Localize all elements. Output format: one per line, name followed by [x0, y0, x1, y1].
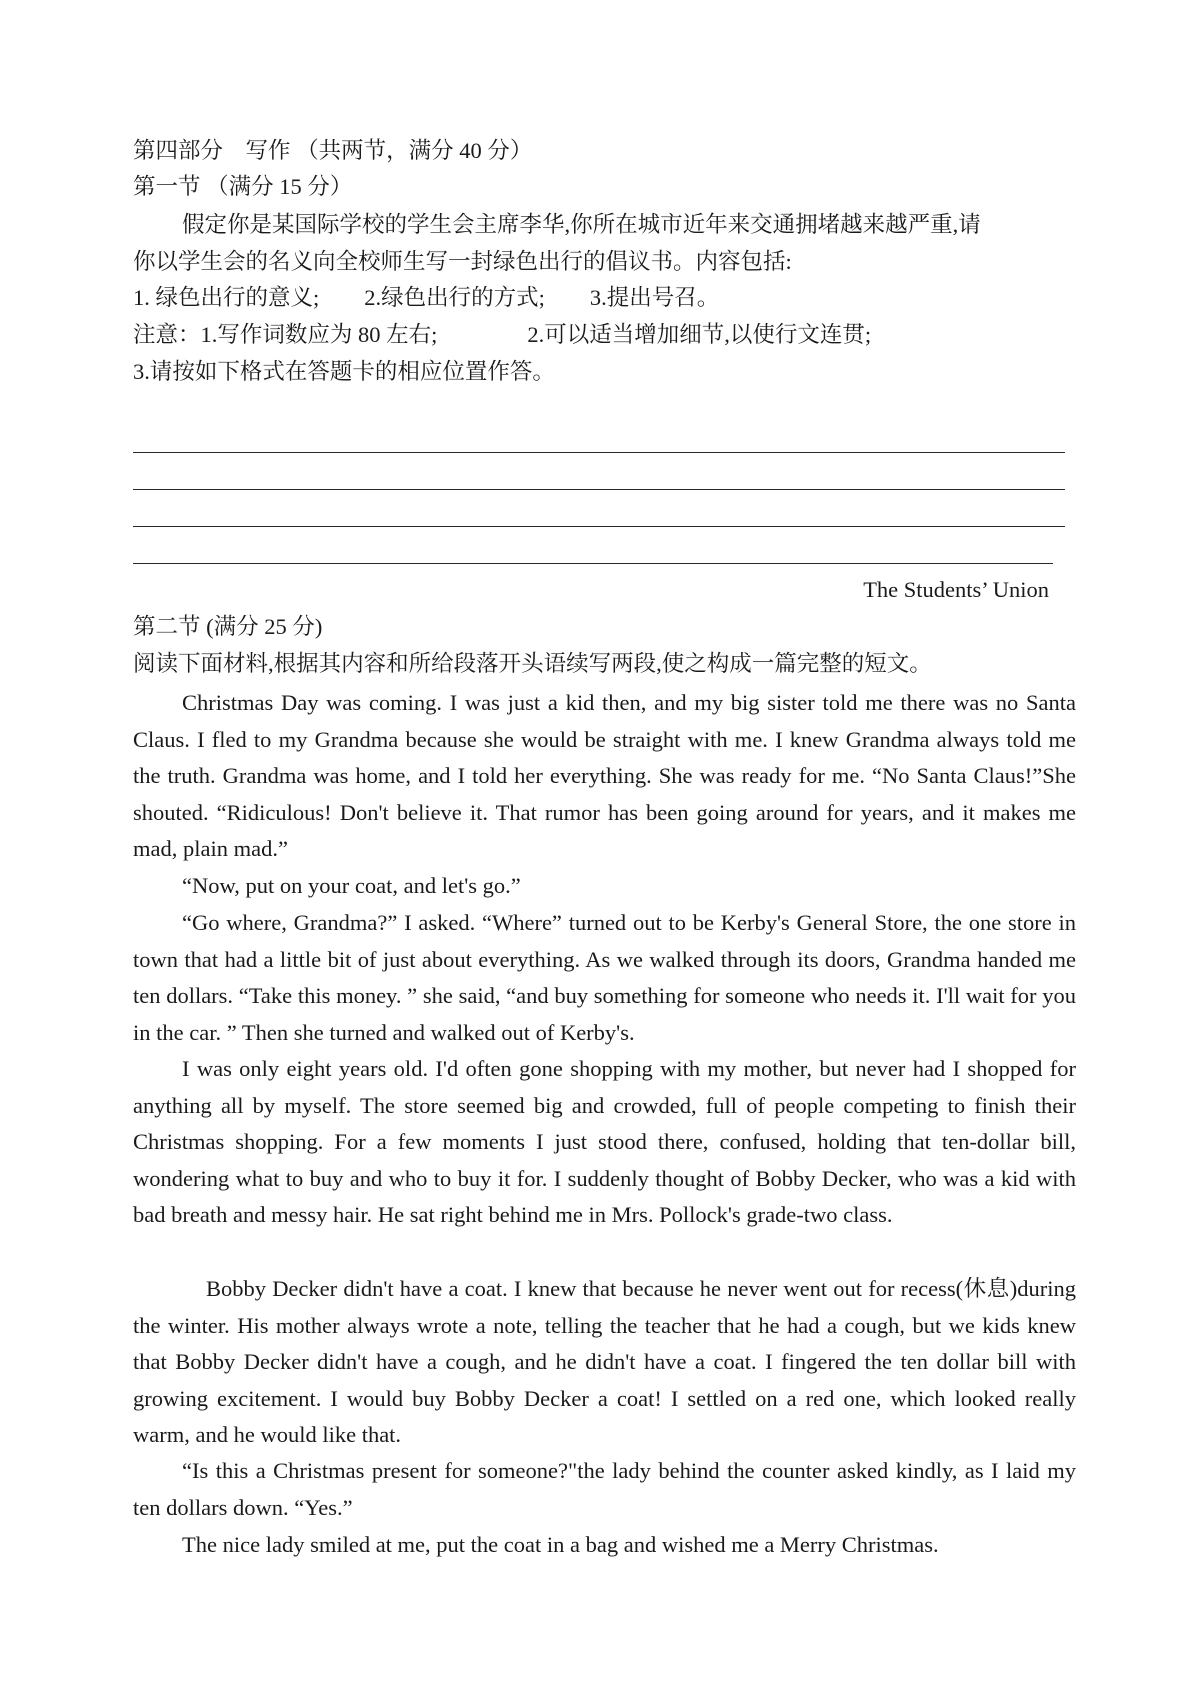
section1-prompt-line2: 你以学生会的名义向全校师生写一封绿色出行的倡议书。内容包括: — [133, 249, 792, 274]
story-paragraph-7: The nice lady smiled at me, put the coat in a bag and wished me a Merry Christmas. — [182, 1532, 939, 1557]
story-paragraph-1: Christmas Day was coming. I was just a kid then, and my big sister told me there was no Santa Claus. I fled to my Grandma because she would be straight with me. I knew Grandma always told me the truth. Grandma was home, and I told her everything. She was ready for me. “No Santa Claus!”She shouted. “Ridiculous! Don't believe it. That rumor has been going around for years, and it makes me mad, plain mad.” — [133, 690, 1076, 862]
story-paragraph-2: “Now, put on your coat, and let's go.” — [182, 873, 521, 898]
story-paragraph-5: Bobby Decker didn't have a coat. I knew that because he never went out for recess(休息)during the winter. His mother always wrote a note, telling the teacher that he had a cough, but we kids knew that Bobby Decker didn't have a cough, and he didn't have a coat. I fingered the ten dollar bill with growing excitement. I would buy Bobby Decker a coat! I settled on a red one, which looked really warm, and he would like that. — [133, 1276, 1076, 1448]
part4-heading: 第四部分 写作 （共两节，满分 40 分） — [133, 138, 533, 163]
section1-notes-line2: 3.请按如下格式在答题卡的相应位置作答。 — [133, 359, 555, 384]
answer-line-3[interactable] — [133, 526, 1065, 527]
section1-heading: 第一节 （满分 15 分） — [133, 174, 353, 199]
answer-line-2[interactable] — [133, 489, 1065, 490]
answer-line-1[interactable] — [133, 452, 1065, 453]
section1-prompt-line1: 假定你是某国际学校的学生会主席李华,你所在城市近年来交通拥堵越来越严重,请 — [182, 212, 981, 237]
answer-line-4[interactable] — [133, 563, 1053, 564]
story-paragraph-3: “Go where, Grandma?” I asked. “Where” turned out to be Kerby's General Store, the one store in town that had a little bit of just about everything. As we walked through its doors, Grandma handed me ten dollars. “Take this money. ” she said, “and buy something for someone who needs it. I'll wait for you in the car. ” Then she turned and walked out of Kerby's. — [133, 910, 1076, 1045]
section2-instruction: 阅读下面材料,根据其内容和所给段落开头语续写两段,使之构成一篇完整的短文。 — [133, 651, 932, 676]
section1-notes-line1: 注意：1.写作词数应为 80 左右; 2.可以适当增加细节,以使行文连贯; — [133, 322, 872, 347]
story-paragraph-4: I was only eight years old. I'd often gone shopping with my mother, but never had I shopped for anything all by myself. The store seemed big and crowded, full of people competing to finish their Christmas shopping. For a few moments I just stood there, confused, holding that ten-dollar bill, wondering what to buy and who to buy it for. I suddenly thought of Bobby Decker, who was a kid with bad breath and messy hair. He sat right behind me in Mrs. Pollock's grade-two class. — [133, 1056, 1076, 1228]
section2-heading: 第二节 (满分 25 分) — [133, 614, 323, 639]
section1-points: 1. 绿色出行的意义; 2.绿色出行的方式; 3.提出号召。 — [133, 285, 720, 310]
signature: The Students’ Union — [863, 577, 1049, 602]
story-paragraph-6: “Is this a Christmas present for someone?"the lady behind the counter asked kindly, as I laid my ten dollars down. “Yes.” — [133, 1458, 1076, 1520]
